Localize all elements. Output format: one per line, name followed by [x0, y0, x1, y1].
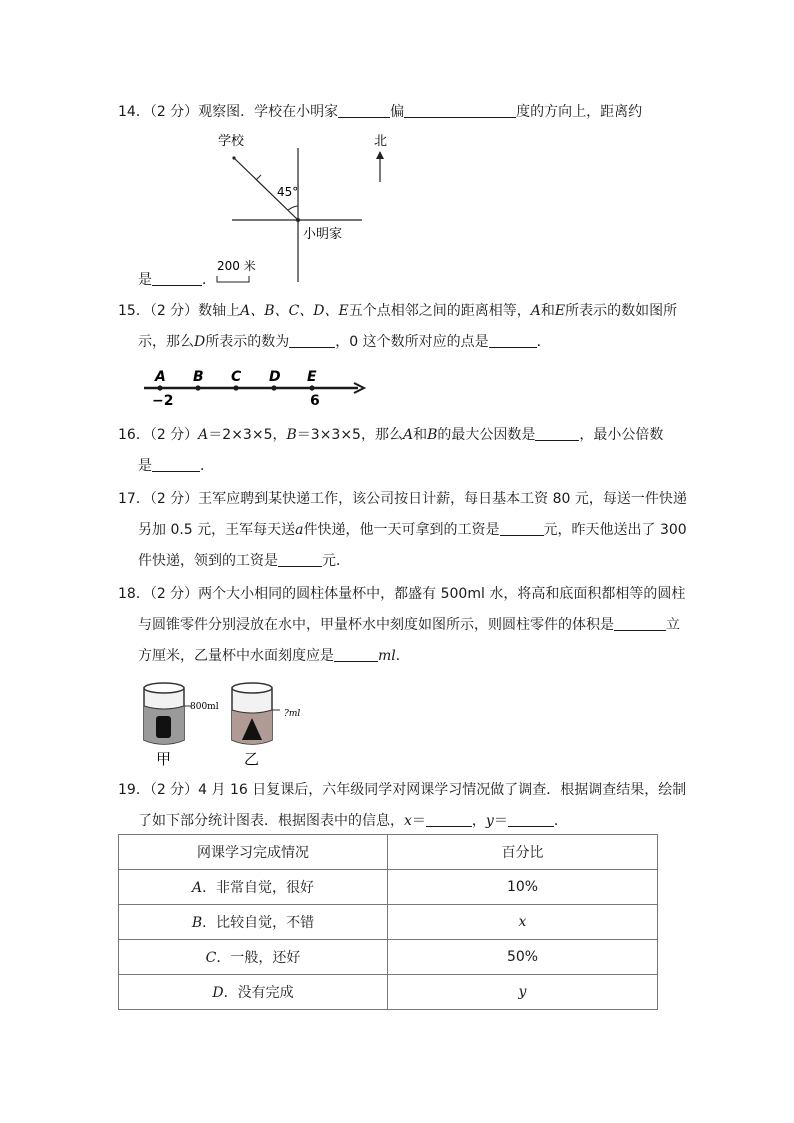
- q15-text: 所表示的数为: [205, 334, 290, 350]
- q17-line1: 17．（2 分）王军应聘到某快递工作，该公司按日计薪，每日基本工资 80 元，每送一件快递: [118, 491, 687, 507]
- q15-axis-label-c: C: [231, 369, 242, 385]
- q16-text: 是: [138, 458, 152, 474]
- q15-text: 所表示的数如图所: [565, 303, 678, 319]
- q18-cup-jia: [144, 683, 192, 744]
- q14-direction-diagram: [200, 126, 420, 286]
- q14-text: 14．（2 分）观察图．学校在小明家: [118, 104, 339, 120]
- row-letter: D: [212, 985, 224, 1001]
- q15-text: 示，那么: [138, 334, 194, 350]
- row-label: ．非常自觉，很好: [202, 880, 315, 896]
- q18-unit: ml: [378, 648, 396, 664]
- row-letter: A: [191, 880, 203, 896]
- q15-text: 五个点相邻之间的距离相等，: [348, 303, 531, 319]
- q15-text: ，0 这个数所对应的点是: [335, 334, 489, 350]
- q14-line2: [138, 270, 216, 290]
- q17-text: 元．: [322, 553, 350, 569]
- table-header-situation: 网课学习完成情况: [119, 835, 388, 870]
- q19-text: ＝: [411, 813, 426, 829]
- q18-cup2-name: 乙: [244, 750, 260, 766]
- q15-points: A、B、C、D、E: [240, 303, 349, 319]
- q14-school-label: 学校: [218, 134, 245, 149]
- q19-line1: 19．（2 分）4 月 16 日复课后，六年级同学对网课学习情况做了调查．根据调查结果，绘制: [118, 782, 687, 798]
- q16-blank-gcd[interactable]: [535, 426, 579, 441]
- q18-measuring-cups: [136, 678, 316, 766]
- q16-var: B: [427, 427, 438, 443]
- q14-north-arrow-icon: [376, 151, 384, 159]
- q16-blank-lcm[interactable]: [152, 457, 200, 472]
- q15-text: 15．（2 分）数轴上: [118, 303, 241, 319]
- q16-text: ＝2×3×5，: [208, 427, 287, 443]
- table-cell-percent: y: [388, 975, 658, 1010]
- q18-blank-cylinder-volume[interactable]: [614, 616, 666, 631]
- q15-text: ．: [536, 334, 551, 350]
- q17-blank-yesterday-wage[interactable]: [278, 552, 322, 567]
- q15-axis-point-d: [271, 385, 276, 390]
- q14-blank-degree[interactable]: [404, 103, 516, 118]
- table-cell-percent: 50%: [388, 940, 658, 975]
- q15-line1: [118, 301, 677, 321]
- q15-var: E: [554, 303, 566, 319]
- table-cell-situation: [119, 870, 388, 905]
- q14-scale-bar: [217, 276, 249, 282]
- row-label: ．没有完成: [223, 985, 294, 1001]
- q17-text: 元，昨天他送出了 300: [543, 522, 687, 538]
- q18-cup2-mark: ?ml: [284, 709, 301, 719]
- q18-text: 方厘米，乙量杯中水面刻度应是: [138, 648, 334, 664]
- q15-left-value: −2: [152, 393, 174, 409]
- q16-text: 16．（2 分）: [118, 427, 199, 443]
- q14-north-label: 北: [374, 134, 388, 149]
- q18-cup1-mark: 800ml: [190, 702, 219, 712]
- q14-text: ．: [202, 272, 216, 288]
- row-label: ．比较自觉，不错: [202, 915, 315, 931]
- q16-text: 的最大公因数是: [437, 427, 536, 443]
- q19-var: y: [485, 813, 494, 829]
- q16-text: 和: [413, 427, 428, 443]
- q19-blank-x[interactable]: [426, 812, 472, 827]
- q19-blank-y[interactable]: [508, 812, 554, 827]
- q17-text: 件快递，他一天可拿到的工资是: [303, 522, 500, 538]
- q17-var: a: [295, 522, 304, 538]
- q15-var: A: [530, 303, 541, 319]
- table-row: [119, 975, 658, 1010]
- table-cell-situation: [119, 940, 388, 975]
- q16-line1: [118, 425, 663, 445]
- q16-text: ＝3×3×5，那么: [296, 427, 403, 443]
- q15-line2: [138, 332, 551, 352]
- q16-var: A: [402, 427, 414, 443]
- q18-cup1-name: 甲: [156, 750, 172, 766]
- q14-angle-label: 45°: [277, 185, 299, 199]
- table-cell-situation: [119, 905, 388, 940]
- q14-blank-direction[interactable]: [338, 103, 390, 118]
- q17-line3: [138, 551, 350, 571]
- q15-axis-point-c: [233, 385, 238, 390]
- q18-cup-yi: [232, 683, 280, 744]
- q14-text: 是: [138, 272, 152, 288]
- row-label: ．一般，还好: [216, 950, 301, 966]
- q19-text: 了如下部分统计图表．根据图表中的信息，: [138, 813, 404, 829]
- table-row: [119, 870, 658, 905]
- q14-tick-mark: [256, 175, 261, 180]
- q14-line1: [118, 102, 642, 122]
- q16-var: A: [198, 427, 209, 443]
- q15-axis-point-e: [309, 385, 314, 390]
- row-letter: C: [205, 950, 217, 966]
- row-letter: B: [191, 915, 203, 931]
- q14-scale-label: 200 米: [217, 259, 256, 273]
- q15-right-value: 6: [310, 393, 320, 409]
- table-header-row: [119, 835, 658, 870]
- q18-line2: [138, 615, 680, 635]
- q19-line2: [138, 811, 568, 831]
- q19-text: ，: [471, 813, 486, 829]
- q15-axis-point-a: [157, 385, 162, 390]
- q14-text: 度的方向上，距离约: [516, 104, 643, 120]
- q18-cylinder-part: [156, 716, 171, 738]
- q17-text: 另加 0.5 元，王军每天送: [138, 522, 296, 538]
- q15-text: 和: [540, 303, 555, 319]
- table-cell-percent: x: [388, 905, 658, 940]
- table-row: [119, 905, 658, 940]
- q18-text: 与圆锥零件分别浸放在水中，甲量杯水中刻度如图所示，则圆柱零件的体积是: [138, 617, 614, 633]
- q16-text: ．: [200, 458, 214, 474]
- q15-axis-label-a: A: [155, 369, 166, 385]
- q16-text: ，最小公倍数: [579, 427, 664, 443]
- q14-text: 偏: [390, 104, 405, 120]
- table-header-percent: 百分比: [388, 835, 658, 870]
- q18-text: ．: [395, 648, 410, 664]
- q19-survey-table: [118, 834, 658, 1010]
- q18-text: 立: [666, 617, 680, 633]
- q15-axis-label-d: D: [269, 369, 281, 385]
- table-cell-situation: [119, 975, 388, 1010]
- q19-text: ＝: [493, 813, 508, 829]
- q15-axis-point-b: [195, 385, 200, 390]
- q15-blank-d-value[interactable]: [289, 333, 335, 348]
- q14-home-label: 小明家: [303, 227, 343, 242]
- q18-blank-cone-reading[interactable]: [334, 647, 378, 662]
- q17-text: 件快递，领到的工资是: [138, 553, 278, 569]
- q15-number-line: [140, 362, 370, 412]
- q17-blank-daily-wage[interactable]: [500, 521, 544, 536]
- table-cell-percent: 10%: [388, 870, 658, 905]
- q15-axis-label-b: B: [193, 369, 204, 385]
- q14-home-point: [296, 218, 300, 222]
- q16-line2: [138, 456, 214, 476]
- q15-blank-zero-point[interactable]: [489, 333, 537, 348]
- q19-text: ．: [553, 813, 568, 829]
- q16-var: B: [286, 427, 297, 443]
- q17-line2: [138, 520, 687, 540]
- q15-axis-label-e: E: [307, 369, 317, 385]
- q19-var: x: [404, 813, 412, 829]
- q15-var: D: [194, 334, 206, 350]
- q14-angle-arc: [288, 206, 298, 210]
- q18-line3: [138, 646, 410, 666]
- table-row: [119, 940, 658, 975]
- q14-blank-distance[interactable]: [152, 271, 202, 286]
- q18-line1: 18．（2 分）两个大小相同的圆柱体量杯中，都盛有 500ml 水，将高和底面积都相等的圆柱: [118, 586, 686, 602]
